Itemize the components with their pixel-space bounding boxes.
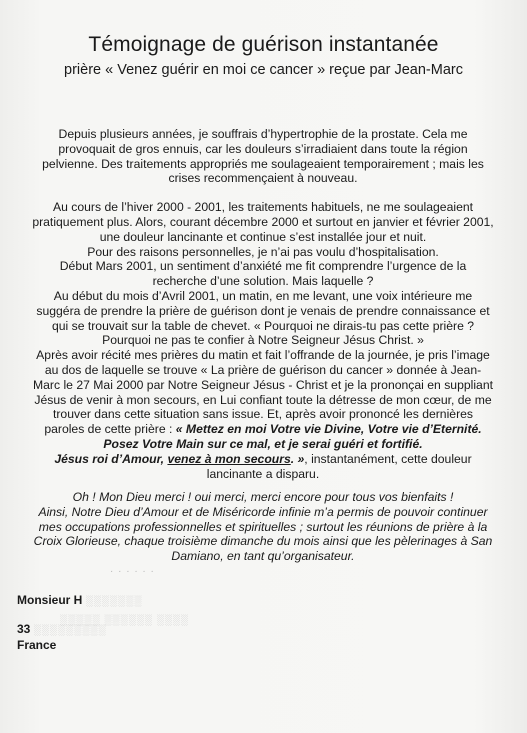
prayer-line-1: « Mettez en moi Votre vie Divine, Votre vie d’Eternité.	[175, 422, 482, 437]
signature-country: France	[17, 638, 57, 652]
paragraph-1: Depuis plusieurs années, je souffrais d’hypertrophie de la prostate. Cela me provoquait de gros ennuis, car les douleurs s’irradiaient dans toute la région pelvienne. Des traitements appropriés me soulageaient temporairement ; mais les crises recommençaient à nouveau.	[42, 127, 484, 186]
redacted-text: ░░░░░░░	[85, 596, 143, 607]
prayer-line-2: Posez Votre Main sur ce mal, et je serai guéri et fortifié.	[103, 436, 423, 451]
redacted-address: ░░░░░ ░░░░░░ ░░░░	[60, 615, 189, 626]
testimony-body	[28, 127, 498, 481]
paragraph-6: Après avoir récité mes prières du matin et fait l’offrande de la journée, je pris l’image au dos de laquelle se trouve « La prière de guérison du cancer » donnée à Jean- Marc le 27 Mai 2000 par Notre Seigneur Jésus - Christ et je la prononçai en suppliant Jésus de venir à mon secours, en Lui confiant toute la détresse de mon cœur, de me trouver dans cette situation sans issue. Et, après avoir prononcé les dernières paroles de cette prière : « Mettez en moi Votre vie Divine, Votre vie d’Eternité. Posez Votre Main sur ce mal, et je serai guéri et fortifié. Jésus roi d’Amour, venez à mon secours. », instantanément, cette douleur lancinante a disparu.	[33, 348, 493, 481]
signature-name: Monsieur H ░░░░░░░	[17, 593, 143, 607]
prayer-line-3: Jésus roi d’Amour, venez à mon secours. »	[54, 451, 305, 466]
document-title: Témoignage de guérison instantanée	[88, 33, 439, 56]
paragraph-5: Au début du mois d’Avril 2001, un matin, en me levant, une voix intérieure me suggéra de prendre la prière de guérison dont je venais de prendre connaissance et qui se trouvait sur la table de chevet. « Pourquoi ne dirais-tu pas cette prière ? Pourquoi ne pas te confier à Notre Seigneur Jésus Christ. »	[36, 288, 490, 348]
paragraph-2: Au cours de l’hiver 2000 - 2001, les traitements habituels, ne me soulageaient pratiquement plus. Alors, courant décembre 2000 et surtout en janvier et février 2001, une douleur lancinante et continue s’est installée jour et nuit.	[32, 200, 494, 244]
thanksgiving-paragraph: Oh ! Mon Dieu merci ! oui merci, merci encore pour tous vos bienfaits ! Ainsi, Notre Dieu d’Amour et de Miséricorde infinie m’a permis de pouvoir continuer mes occupations professionnelles et spirituelles ; surtout les réunions de prière à la Croix Glorieuse, chaque troisième dimanche du mois ainsi que les pèlerinages à San Damiano, en tant qu’organisateur.	[33, 490, 493, 564]
faint-stamp-mark: · · · · · ·	[110, 566, 155, 577]
document-subtitle: prière « Venez guérir en moi ce cancer » reçue par Jean-Marc	[64, 62, 463, 78]
paragraph-3: Pour des raisons personnelles, je n’ai pas voulu d’hospitalisation.	[87, 244, 439, 259]
paragraph-4: Début Mars 2001, un sentiment d’anxiété me fit comprendre l’urgence de la recherche d’une solution. Mais laquelle ?	[59, 259, 467, 289]
signature-postal: 33 ░░░░░░░░░	[17, 622, 107, 636]
